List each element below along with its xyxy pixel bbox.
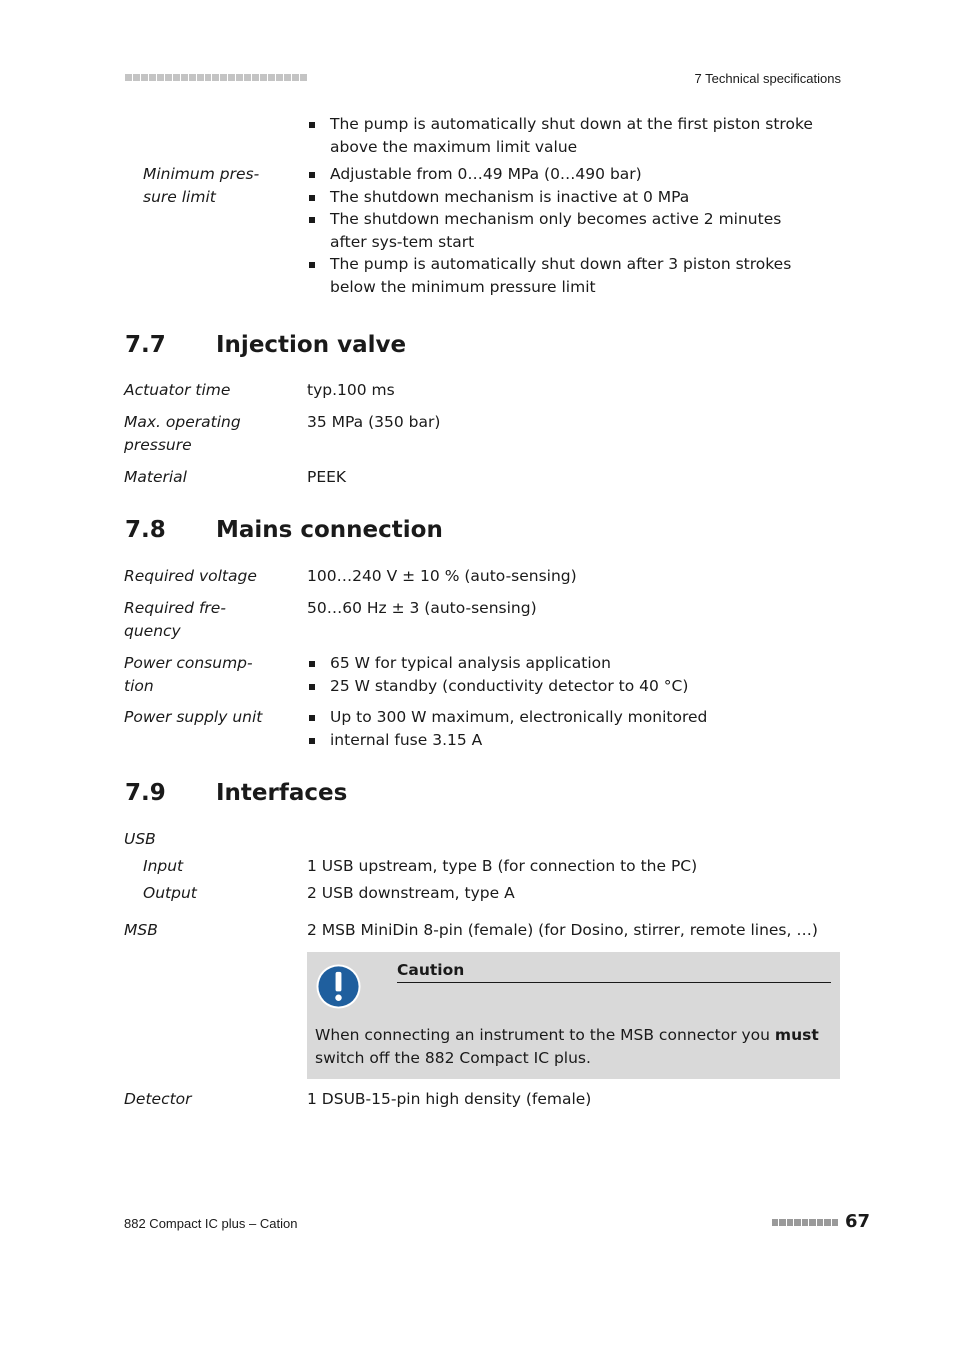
spec-value: 50…60 Hz ± 3 (auto-sensing) [307, 599, 537, 617]
spec-label: Power supply unit [124, 708, 263, 726]
section-number: 7.7 [125, 332, 166, 358]
chapter-header: 7 Technical specifications [694, 71, 841, 86]
list-item: internal fuse 3.15 A [307, 729, 817, 752]
section-title: Interfaces [216, 780, 348, 806]
spec-value: 35 MPa (350 bar) [307, 413, 441, 431]
section-heading-mains-connection [125, 517, 625, 547]
spec-label: Required fre-quency [124, 599, 226, 640]
list-item: The shutdown mechanism only becomes active 2 minutes after sys-tem start [307, 208, 817, 253]
caution-box [307, 952, 840, 1079]
spec-value: 100…240 V ± 10 % (auto-sensing) [307, 567, 577, 585]
caution-text-part: switch off the 882 Compact IC plus. [315, 1048, 591, 1067]
spec-value: 1 DSUB-15-pin high density (female) [307, 1090, 592, 1108]
list-item: Adjustable from 0…49 MPa (0…490 bar) [307, 163, 817, 186]
spec-label: Max. operating pressure [124, 413, 241, 454]
spec-value: PEEK [307, 468, 347, 486]
max-limit-continuation [307, 113, 817, 158]
section-title: Mains connection [216, 517, 443, 543]
header-decoration [125, 72, 307, 82]
section-heading-injection-valve [125, 332, 625, 362]
list-item: 25 W standby (conductivity detector to 40 °C) [307, 675, 817, 698]
section-number: 7.8 [125, 517, 166, 543]
min-pressure-list [307, 163, 817, 298]
spec-label: Input [143, 857, 184, 875]
min-pressure-label: Minimum pres-sure limit [143, 165, 260, 206]
spec-value: 1 USB upstream, type B (for connection to the PC) [307, 857, 698, 875]
spec-label: Output [143, 884, 197, 902]
spec-label: Actuator time [124, 381, 231, 399]
spec-label: Required voltage [124, 567, 257, 585]
caution-text-part: When connecting an instrument to the MSB connector you [315, 1026, 775, 1044]
footer-product: 882 Compact IC plus – Cation [124, 1216, 298, 1231]
caution-text-emphasis: must [774, 1026, 819, 1044]
warning-exclamation-icon [315, 963, 362, 1010]
list-item: 65 W for typical analysis application [307, 652, 817, 675]
spec-label: Detector [124, 1090, 192, 1108]
page-number: 67 [845, 1211, 871, 1232]
spec-label: Material [124, 468, 187, 486]
caution-divider [397, 982, 831, 983]
section-title: Injection valve [216, 332, 407, 358]
list-item: Up to 300 W maximum, electronically monitored [307, 706, 817, 729]
spec-label: Power consump-tion [124, 654, 253, 695]
spec-value: typ.100 ms [307, 381, 395, 399]
spec-value: 2 USB downstream, type A [307, 884, 515, 902]
spec-label: USB [124, 830, 156, 848]
footer-decoration [772, 1219, 838, 1228]
spec-label: MSB [124, 921, 158, 939]
list-item: The pump is automatically shut down at the first piston stroke above the maximum limit value [307, 113, 817, 158]
power-supply-list [307, 706, 817, 751]
section-number: 7.9 [125, 780, 166, 806]
power-consumption-list [307, 652, 817, 697]
list-item: The pump is automatically shut down after 3 piston strokes below the minimum pressure limit [307, 253, 817, 298]
spec-value: 2 MSB MiniDin 8-pin (female) (for Dosino, stirrer, remote lines, …) [307, 921, 818, 939]
caution-text [315, 1024, 825, 1069]
section-heading-interfaces [125, 780, 625, 810]
list-item: The shutdown mechanism is inactive at 0 MPa [307, 186, 817, 209]
caution-title: Caution [397, 961, 465, 979]
